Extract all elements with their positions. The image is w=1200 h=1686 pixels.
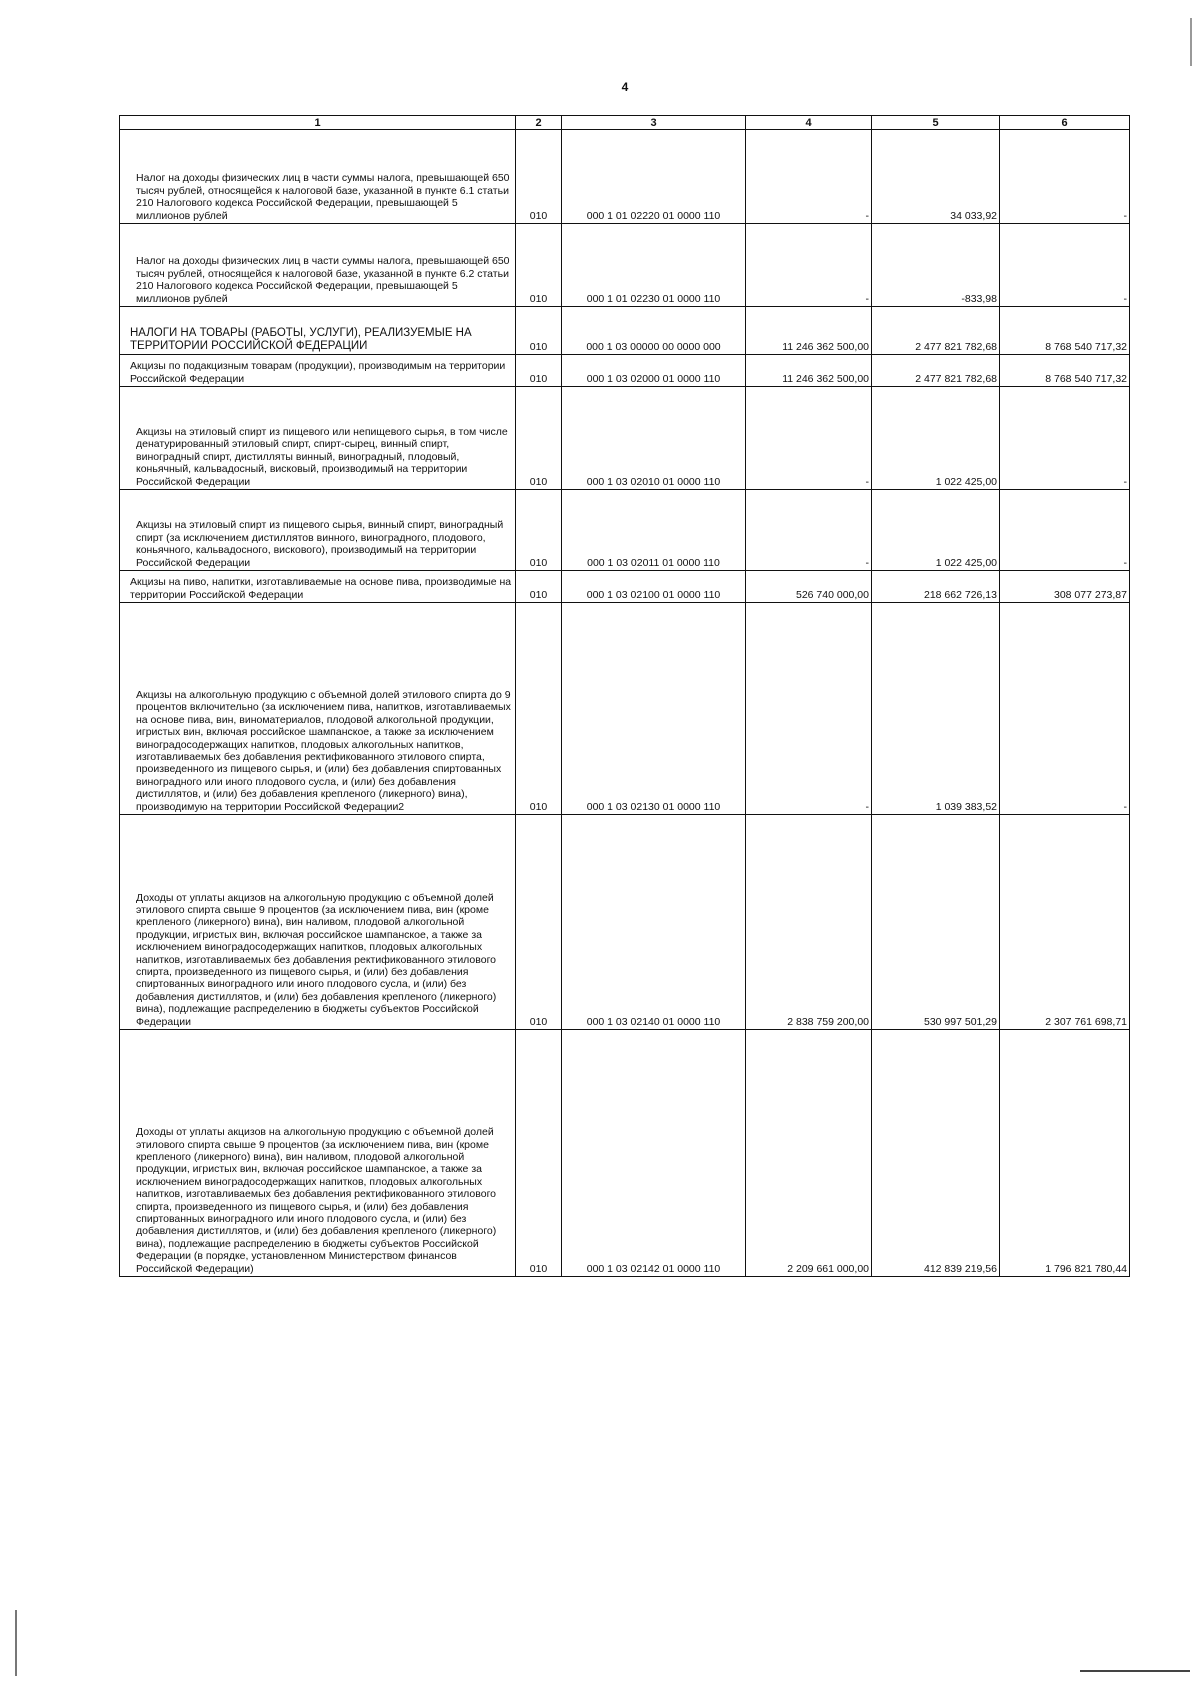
row-description: Акцизы на пиво, напитки, изготавливаемые на основе пива, производимые на территории Российской Федерации [120, 571, 516, 603]
row-col6: 308 077 273,87 [1000, 571, 1130, 603]
row-budget-code: 000 1 03 02140 01 0000 110 [562, 815, 746, 1030]
row-budget-code: 000 1 03 00000 00 0000 000 [562, 307, 746, 355]
row-col5: 2 477 821 782,68 [872, 355, 1000, 387]
row-line-code: 010 [516, 307, 562, 355]
row-budget-code: 000 1 01 02230 01 0000 110 [562, 224, 746, 307]
row-description: Акцизы по подакцизным товарам (продукции), производимым на территории Российской Федерации [120, 355, 516, 387]
row-line-code: 010 [516, 1030, 562, 1277]
table-row [120, 224, 1130, 307]
row-description: Налог на доходы физических лиц в части суммы налога, превышающей 650 тысяч рублей, относящейся к налоговой базе, указанной в пункте 6.2 статьи 210 Налогового кодекса Российской Федерации, превышающей 5 миллионов рублей [120, 224, 516, 307]
row-col4: 11 246 362 500,00 [746, 355, 872, 387]
table-row [120, 490, 1130, 571]
row-budget-code: 000 1 01 02220 01 0000 110 [562, 130, 746, 224]
row-budget-code: 000 1 03 02010 01 0000 110 [562, 387, 746, 490]
table-row [120, 815, 1130, 1030]
row-col6: - [1000, 224, 1130, 307]
row-col4: - [746, 387, 872, 490]
row-col4: 2 838 759 200,00 [746, 815, 872, 1030]
row-col4: 11 246 362 500,00 [746, 307, 872, 355]
row-col5: 218 662 726,13 [872, 571, 1000, 603]
row-description: Акцизы на алкогольную продукцию с объемной долей этилового спирта до 9 процентов включительно (за исключением пива, напитков, изготавливаемых на основе пива, вин, виноматериалов, плодовой алкогольной продукции, игристых вин, включая российское шампанское, а также за исключением виноградосодержащих напитков, плодовых алкогольных напитков, изготавливаемых без добавления ректификованного этилового спирта, произведенного из пищевого сырья, и (или) без добавления спиртованных виноградного или иного плодового сусла, и (или) без добавления дистиллятов, и (или) без добавления крепленого (ликерного) вина), производимую на территории Российской Федерации2 [120, 603, 516, 815]
revenue-table [119, 115, 1130, 1277]
row-line-code: 010 [516, 355, 562, 387]
row-line-code: 010 [516, 387, 562, 490]
row-col6: - [1000, 387, 1130, 490]
row-budget-code: 000 1 03 02142 01 0000 110 [562, 1030, 746, 1277]
row-col5: 1 039 383,52 [872, 603, 1000, 815]
header-row [120, 116, 1130, 130]
table-row [120, 603, 1130, 815]
scan-edge-mark-bottom-right [1080, 1670, 1190, 1672]
row-line-code: 010 [516, 603, 562, 815]
row-col4: 2 209 661 000,00 [746, 1030, 872, 1277]
row-col6: 8 768 540 717,32 [1000, 355, 1130, 387]
row-col5: 2 477 821 782,68 [872, 307, 1000, 355]
row-col6: 8 768 540 717,32 [1000, 307, 1130, 355]
row-line-code: 010 [516, 571, 562, 603]
row-col6: - [1000, 603, 1130, 815]
table-row [120, 387, 1130, 490]
table-row [120, 1030, 1130, 1277]
row-col4: - [746, 490, 872, 571]
header-col-1: 1 [120, 116, 516, 130]
table-row [120, 307, 1130, 355]
row-col5: 530 997 501,29 [872, 815, 1000, 1030]
row-description: НАЛОГИ НА ТОВАРЫ (РАБОТЫ, УСЛУГИ), РЕАЛИЗУЕМЫЕ НА ТЕРРИТОРИИ РОССИЙСКОЙ ФЕДЕРАЦИИ [120, 307, 516, 355]
header-col-2: 2 [516, 116, 562, 130]
row-description: Налог на доходы физических лиц в части суммы налога, превышающей 650 тысяч рублей, относящейся к налоговой базе, указанной в пункте 6.1 статьи 210 Налогового кодекса Российской Федерации, превышающей 5 миллионов рублей [120, 130, 516, 224]
row-col5: 1 022 425,00 [872, 387, 1000, 490]
row-budget-code: 000 1 03 02011 01 0000 110 [562, 490, 746, 571]
row-budget-code: 000 1 03 02130 01 0000 110 [562, 603, 746, 815]
row-col6: 1 796 821 780,44 [1000, 1030, 1130, 1277]
row-description: Доходы от уплаты акцизов на алкогольную продукцию с объемной долей этилового спирта свыше 9 процентов (за исключением пива, вин (кроме крепленого (ликерного) вина), вин наливом, плодовой алкогольной продукции, игристых вин, включая российское шампанское, а также за исключением виноградосодержащих напитков, плодовых алкогольных напитков, изготавливаемых без добавления ректификованного этилового спирта, произведенного из пищевого сырья, и (или) без добавления спиртованных виноградного или иного плодового сусла, и (или) без добавления дистиллятов, и (или) без добавления крепленого (ликерного) вина), подлежащие распределению в бюджеты субъектов Российской Федерации [120, 815, 516, 1030]
row-col5: 34 033,92 [872, 130, 1000, 224]
table-row [120, 571, 1130, 603]
scan-edge-mark-top-right [1190, 18, 1192, 66]
row-line-code: 010 [516, 224, 562, 307]
row-col5: -833,98 [872, 224, 1000, 307]
header-col-6: 6 [1000, 116, 1130, 130]
scan-edge-mark-bottom-left [15, 1610, 17, 1676]
row-col4: - [746, 224, 872, 307]
row-col5: 412 839 219,56 [872, 1030, 1000, 1277]
table-row [120, 130, 1130, 224]
row-description: Акцизы на этиловый спирт из пищевого или непищевого сырья, в том числе денатурированный этиловый спирт, спирт-сырец, винный спирт, виноградный спирт, дистилляты винный, виноградный, плодовый, коньячный, кальвадосный, висковый, производимый на территории Российской Федерации [120, 387, 516, 490]
header-col-4: 4 [746, 116, 872, 130]
row-budget-code: 000 1 03 02100 01 0000 110 [562, 571, 746, 603]
row-col4: 526 740 000,00 [746, 571, 872, 603]
row-description: Акцизы на этиловый спирт из пищевого сырья, винный спирт, виноградный спирт (за исключением дистиллятов винного, виноградного, плодового, коньячного, кальвадосного, вискового), производимый на территории Российской Федерации [120, 490, 516, 571]
row-col4: - [746, 130, 872, 224]
row-col6: - [1000, 490, 1130, 571]
row-col6: - [1000, 130, 1130, 224]
row-col6: 2 307 761 698,71 [1000, 815, 1130, 1030]
table-row [120, 355, 1130, 387]
header-col-3: 3 [562, 116, 746, 130]
row-col5: 1 022 425,00 [872, 490, 1000, 571]
row-budget-code: 000 1 03 02000 01 0000 110 [562, 355, 746, 387]
row-line-code: 010 [516, 490, 562, 571]
row-line-code: 010 [516, 130, 562, 224]
row-line-code: 010 [516, 815, 562, 1030]
row-description: Доходы от уплаты акцизов на алкогольную продукцию с объемной долей этилового спирта свыше 9 процентов (за исключением пива, вин (кроме крепленого (ликерного) вина), вин наливом, плодовой алкогольной продукции, игристых вин, включая российское шампанское, а также за исключением виноградосодержащих напитков, плодовых алкогольных напитков, изготавливаемых без добавления ректификованного этилового спирта, произведенного из пищевого сырья, и (или) без добавления спиртованных виноградного или иного плодового сусла, и (или) без добавления дистиллятов, и (или) без добавления крепленого (ликерного) вина), подлежащие распределению в бюджеты субъектов Российской Федерации (в порядке, установленном Министерством финансов Российской Федерации) [120, 1030, 516, 1277]
page-number: 4 [621, 80, 629, 94]
header-col-5: 5 [872, 116, 1000, 130]
row-col4: - [746, 603, 872, 815]
